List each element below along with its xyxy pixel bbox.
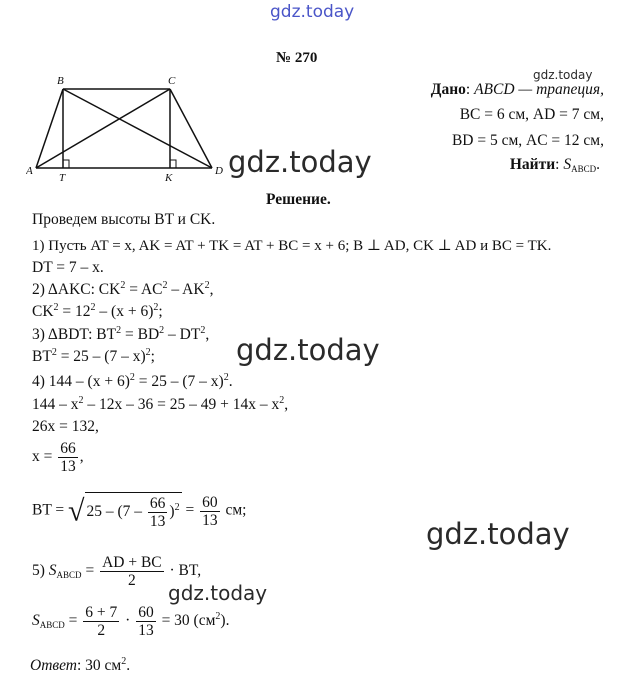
step-4a: 4) $144 - (x + 6)^2 = 25 - (7 - x)^2$. (32, 372, 233, 390)
trapezoid-figure (26, 74, 236, 184)
step-3a: 3) ΔBDT: $BT^2 = BD^2 - DT^2$, (32, 325, 210, 343)
step-6: $S_{ABCD}$ = $\frac{6 + 7}{2}$ · $\frac{60}{13}$ = 30 $(см^2)$. (32, 604, 230, 639)
step-4c: 26x = 132, (32, 418, 99, 435)
label-T: T (59, 172, 66, 184)
label-A: A (26, 165, 33, 177)
problem-number: № 270 (276, 50, 318, 66)
step-1: 1) Пусть AT = x, AK = AT + TK = AT + BC = x + 6; B ⊥ AD, CK ⊥ AD и BC = TK. (32, 238, 552, 254)
solution-title: Решение. (266, 191, 331, 208)
step-heights: Проведем высоты BT и CK. (32, 211, 216, 228)
step-5: 5) $S_{ABCD}$ = $\frac{AD + BC}{2}$ · BT, (32, 554, 202, 589)
watermark-big-2: gdz.today (236, 333, 380, 367)
given-line-1: Дано: ABCD — трапеция, (430, 81, 604, 98)
find-label: Найти (509, 156, 556, 173)
find-line: Найти: $S_{ABCD}$. (509, 156, 600, 174)
label-B: B (57, 75, 64, 87)
watermark-small: gdz.today (533, 68, 593, 82)
given-line-3: BD = 5 см, AC = 12 см, (451, 132, 604, 149)
step-2a: 2) ΔAKC: $CK^2 = AC^2 - AK^2$, (32, 280, 214, 298)
watermark-top: gdz.today (270, 2, 355, 22)
step-2b: $CK^2 = 12^2 - (x + 6)^2$; (32, 302, 163, 320)
label-D: D (215, 165, 223, 177)
given-line-2: BC = 6 см, AD = 7 см, (459, 106, 604, 123)
watermark-big-1: gdz.today (228, 145, 372, 179)
x-result: x = $\frac{66}{13}$ , (32, 440, 84, 475)
label-K: K (165, 172, 173, 184)
watermark-big-3: gdz.today (426, 517, 570, 551)
step-3b: $BT^2 = 25 - (7 - x)^2$; (32, 347, 155, 365)
answer: Ответ: 30 $см^2$. (30, 656, 131, 674)
label-C: C (168, 75, 176, 87)
given-label: Дано (430, 81, 466, 98)
step-4b: $144 - x^2 - 12x - 36 = 25 - 49 + 14x - x^2$, (32, 395, 289, 413)
step-1b: DT = 7 – x. (32, 259, 104, 276)
bt-formula: BT = √ 25 – (7 – $\frac{66}{13}$ )$^2$ = $\frac{60}{13}$ см; (32, 493, 247, 530)
watermark-medium: gdz.today (168, 581, 268, 605)
